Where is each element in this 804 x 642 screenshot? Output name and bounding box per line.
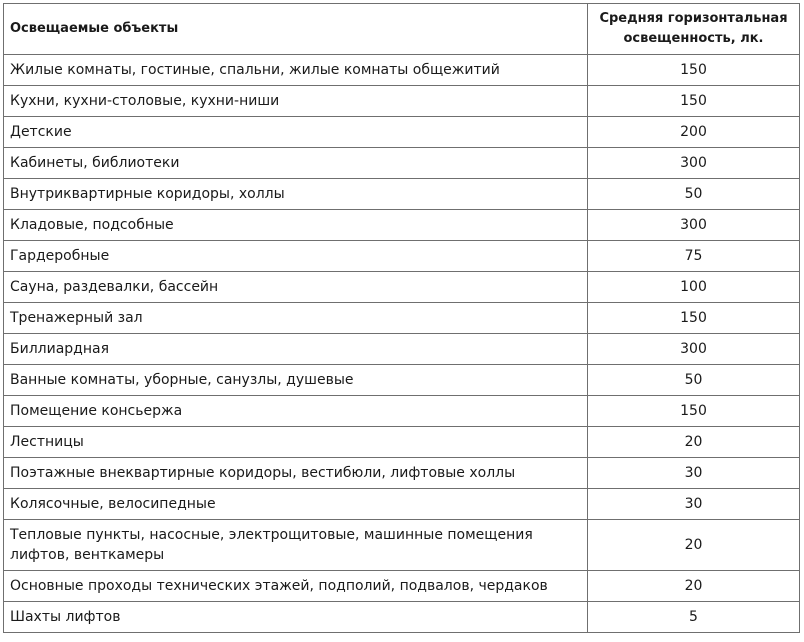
cell-object: Биллиардная	[4, 334, 588, 365]
cell-object: Шахты лифтов	[4, 602, 588, 633]
table-row	[4, 396, 800, 427]
table-row	[4, 571, 800, 602]
table-row	[4, 334, 800, 365]
table-row	[4, 458, 800, 489]
cell-lux: 200	[588, 117, 800, 148]
cell-lux: 20	[588, 520, 800, 571]
header-row	[4, 4, 800, 55]
cell-lux: 150	[588, 86, 800, 117]
table-row	[4, 179, 800, 210]
cell-lux: 50	[588, 179, 800, 210]
cell-object: Детские	[4, 117, 588, 148]
table-row	[4, 55, 800, 86]
cell-lux: 30	[588, 458, 800, 489]
table-row	[4, 602, 800, 633]
table-container	[3, 3, 799, 633]
cell-object: Лестницы	[4, 427, 588, 458]
cell-object: Кладовые, подсобные	[4, 210, 588, 241]
cell-object: Кабинеты, библиотеки	[4, 148, 588, 179]
table-row	[4, 427, 800, 458]
cell-object: Внутриквартирные коридоры, холлы	[4, 179, 588, 210]
table-row	[4, 117, 800, 148]
table-row	[4, 86, 800, 117]
table-row	[4, 365, 800, 396]
cell-object: Кухни, кухни-столовые, кухни-ниши	[4, 86, 588, 117]
cell-lux: 75	[588, 241, 800, 272]
cell-object: Поэтажные внеквартирные коридоры, вестибюли, лифтовые холлы	[4, 458, 588, 489]
cell-lux: 300	[588, 148, 800, 179]
cell-object: Жилые комнаты, гостиные, спальни, жилые комнаты общежитий	[4, 55, 588, 86]
cell-lux: 30	[588, 489, 800, 520]
cell-lux: 50	[588, 365, 800, 396]
cell-object: Основные проходы технических этажей, подполий, подвалов, чердаков	[4, 571, 588, 602]
table-row	[4, 520, 800, 571]
cell-lux: 300	[588, 334, 800, 365]
cell-lux: 150	[588, 303, 800, 334]
cell-lux: 20	[588, 427, 800, 458]
cell-object: Ванные комнаты, уборные, санузлы, душевые	[4, 365, 588, 396]
table-row	[4, 148, 800, 179]
cell-lux: 20	[588, 571, 800, 602]
cell-object: Тренажерный зал	[4, 303, 588, 334]
cell-object: Колясочные, велосипедные	[4, 489, 588, 520]
header-object: Освещаемые объекты	[4, 4, 588, 55]
table-row	[4, 241, 800, 272]
cell-lux: 100	[588, 272, 800, 303]
cell-object: Помещение консьержа	[4, 396, 588, 427]
table-row	[4, 210, 800, 241]
cell-lux: 150	[588, 55, 800, 86]
cell-object: Тепловые пункты, насосные, электрощитовые, машинные помещения лифтов, венткамеры	[4, 520, 588, 571]
cell-lux: 5	[588, 602, 800, 633]
cell-lux: 300	[588, 210, 800, 241]
table-row	[4, 303, 800, 334]
cell-object: Гардеробные	[4, 241, 588, 272]
illuminance-table	[3, 3, 800, 633]
table-row	[4, 272, 800, 303]
header-lux: Средняя горизонтальная освещенность, лк.	[588, 4, 800, 55]
cell-lux: 150	[588, 396, 800, 427]
table-row	[4, 489, 800, 520]
cell-object: Сауна, раздевалки, бассейн	[4, 272, 588, 303]
